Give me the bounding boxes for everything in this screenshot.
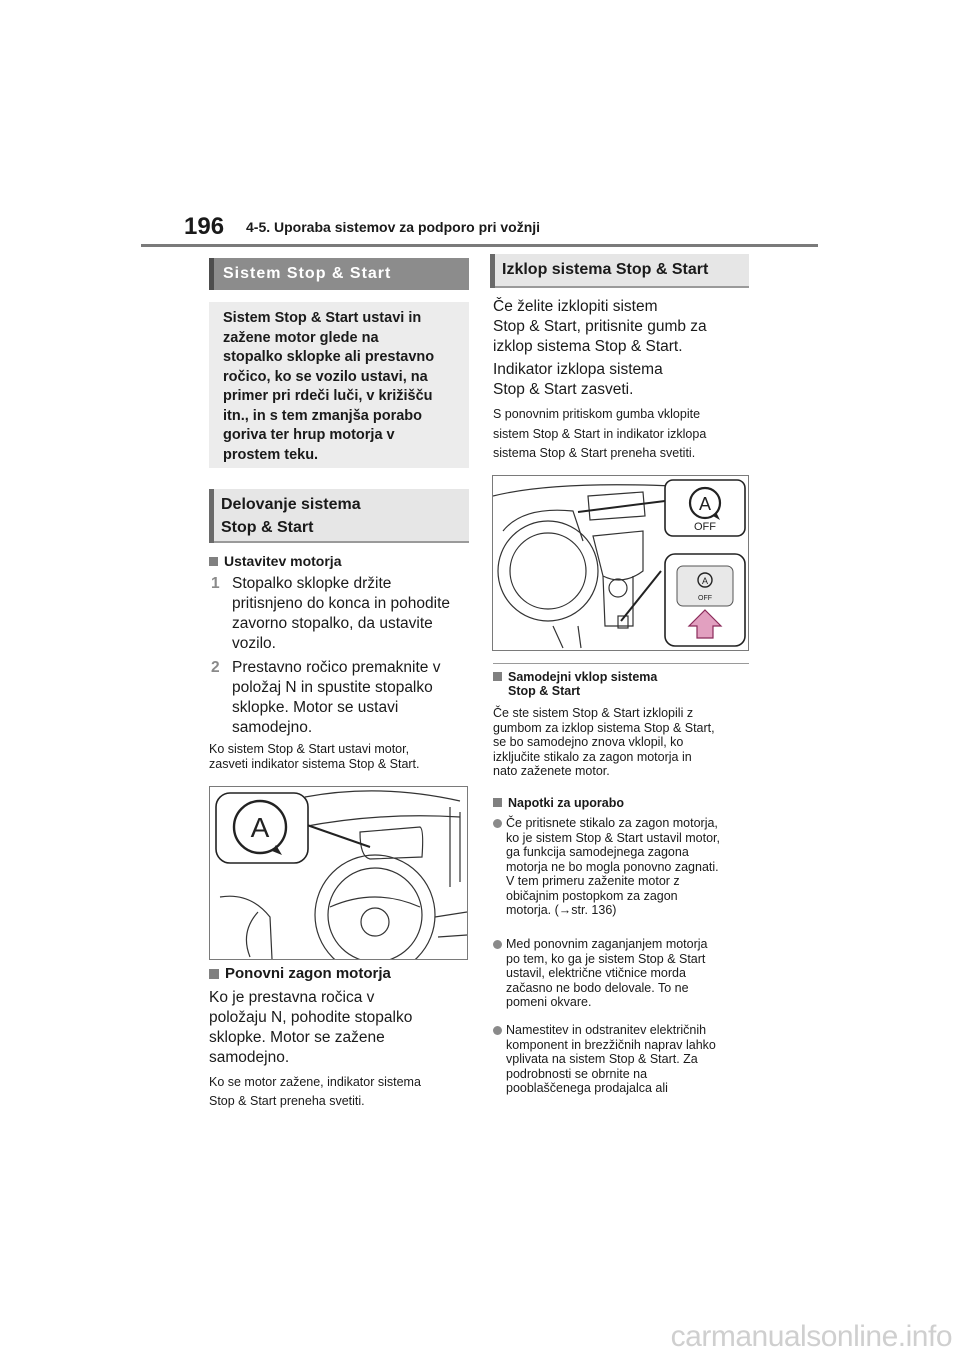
bullet-line: po tem, ko ga je sistem Stop & Start xyxy=(506,951,706,966)
step-line: vozilo. xyxy=(232,635,276,652)
bullet-line: pomeni okvare. xyxy=(506,995,592,1009)
section-title-stop-start xyxy=(209,258,469,290)
step-line: samodejno. xyxy=(232,719,313,736)
indicator-letter: A xyxy=(250,812,270,843)
note-line: S ponovnim pritiskom gumba vklopite xyxy=(493,407,701,421)
bullet-line: ustavil, električne vtičnice morda xyxy=(506,966,686,980)
restart-heading xyxy=(209,965,391,982)
intro-line: prostem teku. xyxy=(223,446,319,463)
svg-text:OFF: OFF xyxy=(698,595,712,602)
intro-line: primer pri rdeči luči, v križišču xyxy=(223,388,433,404)
text-line: nato zaženete motor. xyxy=(493,764,610,778)
section-title-text: Izklop sistema Stop & Start xyxy=(502,261,709,278)
para-line: Če želite izklopiti sistem xyxy=(493,298,658,315)
bullet-line: ga funkcija samodejnega zagona xyxy=(506,845,689,859)
intro-line: ročico, ko se vozilo ustavi, na xyxy=(223,368,428,385)
bullet-line: komponent in brezžičnih naprav lahko xyxy=(506,1037,716,1052)
section-title-disable xyxy=(490,254,749,288)
para-line: Stop & Start zasveti. xyxy=(493,381,634,398)
bullet-line: podrobnosti se obrnite na xyxy=(506,1066,648,1081)
square-bullet-icon xyxy=(209,557,218,566)
step-number: 2 xyxy=(211,659,220,676)
tip-bullet-3 xyxy=(493,1023,763,1096)
circle-bullet-icon xyxy=(493,819,502,828)
restart-line: samodejno. xyxy=(209,1049,290,1066)
para-line: Indikator izklopa sistema xyxy=(493,361,663,378)
bullet-line: V tem primeru zaženite motor z xyxy=(506,874,680,888)
step-line: pritisnjeno do konca in pohodite xyxy=(232,595,451,612)
bullet-line: motorja ne bo mogla ponovno zagnati. xyxy=(506,859,719,874)
page-number: 196 xyxy=(184,213,225,240)
note-line: sistem Stop & Start in indikator izklopa xyxy=(493,426,707,441)
circle-bullet-icon xyxy=(493,1026,502,1035)
tip-bullet-2 xyxy=(493,937,763,1010)
stop-heading-text: Ustavitev motorja xyxy=(224,553,342,569)
text-line: Če ste sistem Stop & Start izklopili z xyxy=(493,706,694,720)
step-line: zavorno stopalko, da ustavite xyxy=(232,615,433,632)
indicator-letter: A xyxy=(698,494,712,514)
step-line: položaj N in spustite stopalko xyxy=(232,679,433,696)
note-line: sistema Stop & Start preneha svetiti. xyxy=(493,446,696,460)
bullet-line: Med ponovnim zaganjanjem motorja xyxy=(506,937,708,951)
operation-title xyxy=(209,489,469,543)
dashboard-illustration xyxy=(210,787,467,959)
auto-enable-text xyxy=(493,706,763,779)
intro-line: goriva ter hrup motorja v xyxy=(223,427,395,443)
text-line: se bo samodejno znova vklopil, ko xyxy=(493,735,684,749)
restart-text xyxy=(209,988,474,1068)
bullet-line: začasno ne bodo delovale. To ne xyxy=(506,980,689,995)
intro-box xyxy=(209,302,469,468)
watermark: carmanualsonline.info xyxy=(670,1320,952,1353)
disable-para1 xyxy=(493,297,758,357)
step-1 xyxy=(211,574,476,654)
tip-bullet-1 xyxy=(493,816,763,918)
intro-line: itn., in s tem zmanjša porabo xyxy=(223,407,423,424)
restart-note xyxy=(209,1073,479,1111)
square-bullet-icon xyxy=(209,969,219,979)
para-line: izklop sistema Stop & Start. xyxy=(493,338,683,355)
bullet-line: običajnim postopkom za zagon xyxy=(506,888,678,903)
step-2 xyxy=(211,658,476,738)
operation-title-line: Delovanje sistema xyxy=(221,496,361,513)
text-line: gumbom za izklop sistema Stop & Start, xyxy=(493,720,715,735)
disable-note xyxy=(493,405,763,464)
step-number: 1 xyxy=(211,575,220,592)
intro-line: Sistem Stop & Start ustavi in xyxy=(223,310,422,326)
para-line: Stop & Start, pritisnite gumb za xyxy=(493,318,707,335)
stop-note xyxy=(209,742,479,771)
bullet-line: vplivata na sistem Stop & Start. Za xyxy=(506,1052,698,1066)
section-title-text: Sistem Stop & Start xyxy=(223,265,392,282)
bullet-line: Namestitev in odstranitev električnih xyxy=(506,1023,707,1037)
restart-line: položaju N, pohodite stopalko xyxy=(209,1009,413,1026)
note-line: zasveti indikator sistema Stop & Start. xyxy=(209,756,420,771)
bullet-line: ko je sistem Stop & Start ustavil motor, xyxy=(506,830,720,845)
intro-line: zažene motor glede na xyxy=(223,329,379,346)
bullet-line: Če pritisnete stikalo za zagon motorja, xyxy=(506,816,718,830)
tips-heading xyxy=(493,796,624,810)
text-line: izključite stikalo za zagon motorja in xyxy=(493,749,692,764)
step-line: sklopke. Motor se ustavi xyxy=(232,699,399,716)
operation-title-line: Stop & Start xyxy=(221,519,314,536)
figure-dashboard-indicator xyxy=(209,786,468,960)
step-line: Stopalko sklopke držite xyxy=(232,575,392,592)
divider xyxy=(493,663,749,664)
header-rule xyxy=(141,244,818,247)
auto-enable-heading xyxy=(493,670,657,698)
bullet-line: pooblaščenega prodajalca ali xyxy=(506,1081,668,1095)
tips-heading-text: Napotki za uporabo xyxy=(508,796,624,810)
step-line: Prestavno ročico premaknite v xyxy=(232,659,441,676)
note-line: Stop & Start preneha svetiti. xyxy=(209,1094,365,1108)
heading-line: Stop & Start xyxy=(508,684,581,698)
square-bullet-icon xyxy=(493,798,502,807)
bullet-line: motorja. (→str. 136) xyxy=(506,903,617,917)
off-label: OFF xyxy=(694,521,716,533)
restart-line: sklopke. Motor se zažene xyxy=(209,1029,385,1046)
intro-line: stopalko sklopke ali prestavno xyxy=(223,349,435,365)
svg-text:A: A xyxy=(701,576,709,586)
heading-line: Samodejni vklop sistema xyxy=(508,670,658,684)
note-line: Ko se motor zažene, indikator sistema xyxy=(209,1075,421,1089)
figure-disable-button xyxy=(492,475,749,651)
circle-bullet-icon xyxy=(493,940,502,949)
disable-para2 xyxy=(493,360,758,400)
square-bullet-icon xyxy=(493,672,502,681)
restart-line: Ko je prestavna ročica v xyxy=(209,989,375,1006)
note-line: Ko sistem Stop & Start ustavi motor, xyxy=(209,742,410,756)
restart-heading-text: Ponovni zagon motorja xyxy=(225,965,391,982)
dashboard-off-illustration xyxy=(493,476,748,650)
stop-heading xyxy=(209,553,341,569)
chapter-title: 4-5. Uporaba sistemov za podporo pri vožnji xyxy=(246,219,541,235)
